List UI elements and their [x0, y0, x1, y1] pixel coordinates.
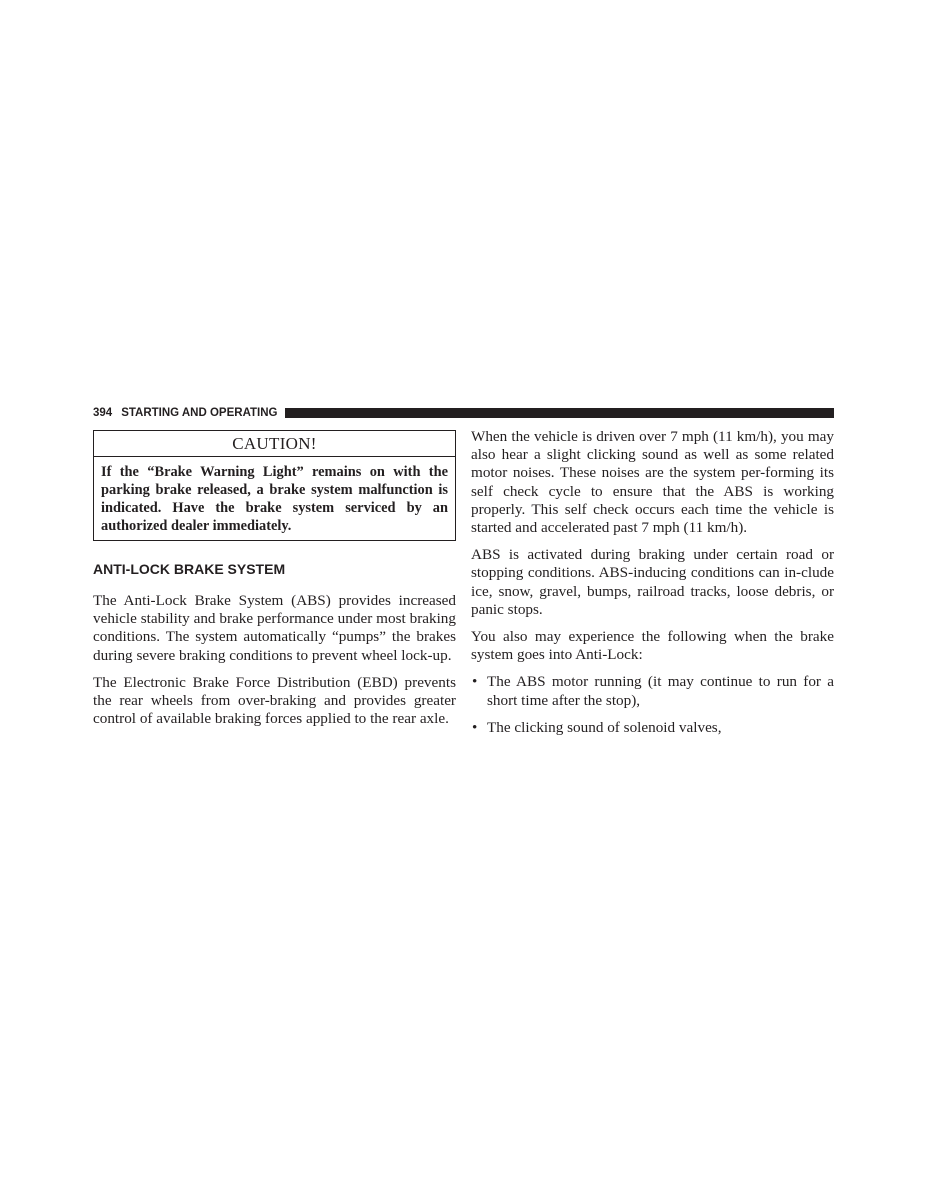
paragraph-activation: ABS is activated during braking under certain road or stopping conditions. ABS-inducing conditions can in-clude ice, snow, gravel, bumps, railroad tracks, loose debris, or panic stops. — [471, 546, 834, 618]
caution-title: CAUTION! — [94, 431, 455, 457]
list-item — [471, 673, 834, 709]
section-heading: ANTI-LOCK BRAKE SYSTEM — [93, 561, 286, 577]
page-header — [93, 405, 834, 421]
caution-box — [93, 430, 456, 541]
right-column — [471, 428, 834, 746]
page-number: 394 — [93, 407, 113, 419]
paragraph-experience: You also may experience the following when the brake system goes into Anti-Lock: — [471, 628, 834, 664]
bullet-icon: • — [472, 673, 478, 691]
caution-body: If the “Brake Warning Light” remains on with the parking brake released, a brake system malfunction is indicated. Have the brake system serviced by an authorized dealer immediately. — [101, 464, 448, 534]
paragraph-ebd: The Electronic Brake Force Distribution (EBD) prevents the rear wheels from over-braking and provides greater control of available braking forces applied to the rear axle. — [93, 673, 456, 728]
section-title: STARTING AND OPERATING — [121, 407, 278, 419]
paragraph-abs-intro: The Anti-Lock Brake System (ABS) provides increased vehicle stability and brake performance under most braking conditions. The system automatically “pumps” the brakes during severe braking conditions to prevent wheel lock-up. — [93, 592, 456, 664]
list-item — [471, 719, 834, 737]
header-rule — [285, 408, 835, 418]
paragraph-self-check: When the vehicle is driven over 7 mph (11 km/h), you may also hear a slight clicking sound as well as some related motor noises. These noises are the system per-forming its self check cycle to ensure that the ABS is working properly. This self check occurs each time the vehicle is started and accelerated past 7 mph (11 km/h). — [471, 428, 834, 537]
list-item-text: The ABS motor running (it may continue to run for a short time after the stop), — [487, 673, 834, 709]
left-column — [93, 430, 456, 737]
list-item-text: The clicking sound of solenoid valves, — [487, 718, 722, 736]
bullet-list — [471, 673, 834, 737]
bullet-icon: • — [472, 718, 478, 736]
